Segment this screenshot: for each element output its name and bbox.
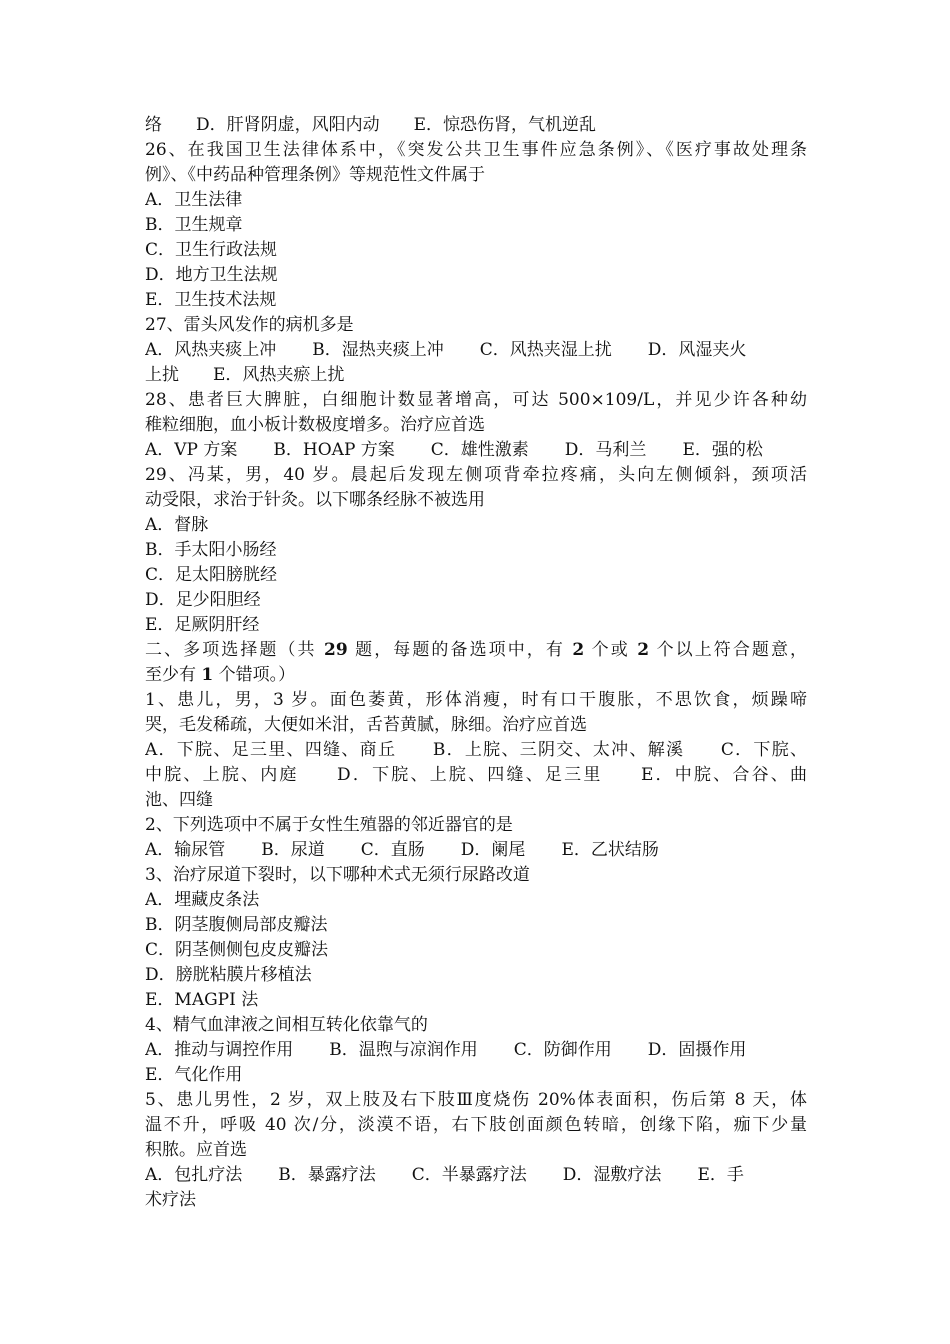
question-26-stem-cont: 例》、《中药品种管理条例》等规范性文件属于 bbox=[145, 165, 485, 185]
option-b: B．尿道 bbox=[261, 840, 325, 860]
question-m1-stem-cont: 哭，毛发稀疏，大便如米泔，舌苔黄腻，脉细。治疗应首选 bbox=[145, 715, 587, 735]
question-m4-stem: 4、精气血津液之间相互转化依靠气的 bbox=[145, 1015, 428, 1035]
question-m5-stem-end: 积脓。应首选 bbox=[145, 1140, 247, 1160]
question-28-options bbox=[145, 438, 807, 463]
question-m3-option-b: B．阴茎腹侧局部皮瓣法 bbox=[145, 915, 328, 935]
question-29-option-a: A．督脉 bbox=[145, 515, 209, 535]
question-m1-options: A．下脘、足三里、四缝、商丘 B．上脘、三阴交、太冲、解溪 C．下脘、 bbox=[145, 740, 807, 760]
question-26-option-b: B．卫生规章 bbox=[145, 215, 243, 235]
question-m5-options-cont: 术疗法 bbox=[145, 1190, 196, 1210]
option-a: A．输尿管 bbox=[145, 840, 226, 860]
option-a: A．VP 方案 bbox=[145, 440, 238, 460]
question-26-option-a: A．卫生法律 bbox=[145, 190, 243, 210]
question-26-stem: 26、在我国卫生法律体系中，《突发公共卫生事件应急条例》、《医疗事故处理条 bbox=[145, 140, 807, 160]
option-b: B．温煦与凉润作用 bbox=[329, 1040, 478, 1060]
question-29-option-b: B．手太阳小肠经 bbox=[145, 540, 277, 560]
question-28-stem-cont: 稚粒细胞，血小板计数极度增多。治疗应首选 bbox=[145, 415, 485, 435]
option-b: B．暴露疗法 bbox=[278, 1165, 376, 1185]
question-29-stem: 29、冯某，男，40 岁。晨起后发现左侧项背牵拉疼痛，头向左侧倾斜，颈项活 bbox=[145, 465, 807, 485]
question-27-options-cont: 上扰 E．风热夹瘀上扰 bbox=[145, 365, 345, 385]
question-27-options bbox=[145, 338, 807, 363]
section-heading-cont: 至少有 1 个错项。） bbox=[145, 665, 296, 685]
option-d: D．固摄作用 bbox=[647, 1040, 747, 1060]
option-c: C．防御作用 bbox=[513, 1040, 612, 1060]
document-body bbox=[145, 113, 807, 1213]
question-26-option-c: C．卫生行政法规 bbox=[145, 240, 278, 260]
option-e: E．手 bbox=[697, 1165, 744, 1185]
question-m1-options-cont: 中脘、上脘、内庭 D．下脘、上脘、四缝、足三里 E．中脘、合谷、曲 bbox=[145, 765, 807, 785]
option-a: A．推动与调控作用 bbox=[145, 1040, 294, 1060]
question-m1-options-end: 池、四缝 bbox=[145, 790, 213, 810]
question-m5-stem-cont: 温不升，呼吸 40 次/分，淡漠不语，右下肢创面颜色转暗，创缘下陷，痂下少量 bbox=[145, 1115, 807, 1135]
option-d: D．阑尾 bbox=[460, 840, 526, 860]
option-d: D．湿敷疗法 bbox=[562, 1165, 662, 1185]
option-c: C．风热夹湿上扰 bbox=[479, 340, 612, 360]
question-m3-option-e: E．MAGPI 法 bbox=[145, 990, 259, 1010]
question-m4-options-cont: E．气化作用 bbox=[145, 1065, 243, 1085]
option-e: E．强的松 bbox=[682, 440, 763, 460]
question-m5-options bbox=[145, 1163, 807, 1188]
option-c: C．半暴露疗法 bbox=[411, 1165, 527, 1185]
question-26-option-e: E．卫生技术法规 bbox=[145, 290, 277, 310]
question-m2-options bbox=[145, 838, 807, 863]
question-m3-option-d: D．膀胱粘膜片移植法 bbox=[145, 965, 312, 985]
option-d: D．马利兰 bbox=[564, 440, 647, 460]
question-m3-option-c: C．阴茎侧侧包皮皮瓣法 bbox=[145, 940, 329, 960]
question-m2-stem: 2、下列选项中不属于女性生殖器的邻近器官的是 bbox=[145, 815, 513, 835]
question-m3-option-a: A．埋藏皮条法 bbox=[145, 890, 260, 910]
question-29-stem-cont: 动受限，求治于针灸。以下哪条经脉不被选用 bbox=[145, 490, 485, 510]
text-line: 络 D．肝肾阴虚，风阳内动 E．惊恐伤肾，气机逆乱 bbox=[145, 115, 597, 135]
option-d: D．风湿夹火 bbox=[647, 340, 747, 360]
option-a: A．风热夹痰上冲 bbox=[145, 340, 277, 360]
question-26-option-d: D．地方卫生法规 bbox=[145, 265, 278, 285]
question-m5-stem: 5、患儿男性，2 岁，双上肢及右下肢Ⅲ度烧伤 20%体表面积，伤后第 8 天，体 bbox=[145, 1090, 807, 1110]
question-m1-stem: 1、患儿，男，3 岁。面色萎黄，形体消瘦，时有口干腹胀，不思饮食，烦躁啼 bbox=[145, 690, 807, 710]
option-a: A．包扎疗法 bbox=[145, 1165, 243, 1185]
question-29-option-e: E．足厥阴肝经 bbox=[145, 615, 260, 635]
option-e: E．乙状结肠 bbox=[561, 840, 659, 860]
question-m3-stem: 3、治疗尿道下裂时，以下哪种术式无须行尿路改道 bbox=[145, 865, 530, 885]
option-b: B．HOAP 方案 bbox=[273, 440, 395, 460]
option-c: C．雄性激素 bbox=[430, 440, 529, 460]
question-29-option-c: C．足太阳膀胱经 bbox=[145, 565, 278, 585]
question-29-option-d: D．足少阳胆经 bbox=[145, 590, 261, 610]
question-27-stem: 27、雷头风发作的病机多是 bbox=[145, 315, 354, 335]
question-m4-options bbox=[145, 1038, 807, 1063]
option-c: C．直肠 bbox=[360, 840, 425, 860]
question-28-stem: 28、患者巨大脾脏，白细胞计数显著增高，可达 500×109/L，并见少许各种幼 bbox=[145, 390, 807, 410]
section-heading: 二、多项选择题（共 29 题，每题的备选项中，有 2 个或 2 个以上符合题意， bbox=[145, 640, 807, 660]
option-b: B．湿热夹痰上冲 bbox=[312, 340, 444, 360]
